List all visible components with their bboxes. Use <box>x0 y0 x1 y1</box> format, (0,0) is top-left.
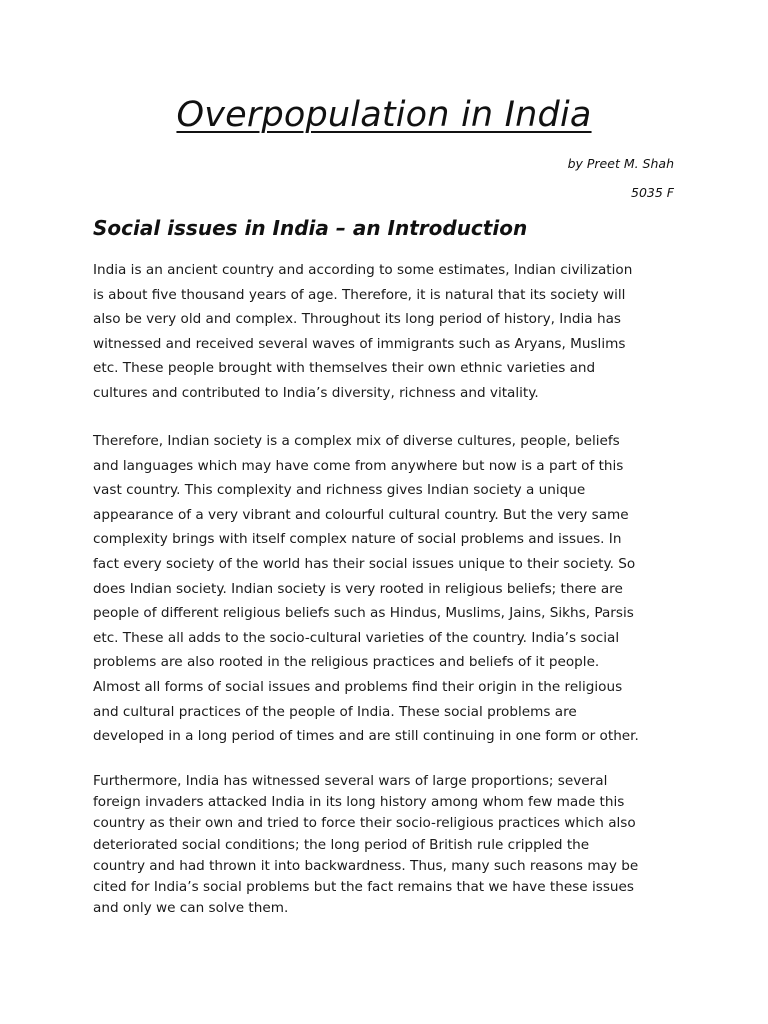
text-line: witnessed and received several waves of immigrants such as Aryans, Muslims <box>93 335 626 352</box>
paragraph-1 <box>93 258 678 406</box>
text-line: problems are also rooted in the religious practices and beliefs of it people. <box>93 654 600 671</box>
author-byline: by Preet M. Shah <box>567 156 674 171</box>
text-line: Therefore, Indian society is a complex mix of diverse cultures, people, beliefs <box>93 433 620 449</box>
text-line: appearance of a very vibrant and colourful cultural country. But the very same <box>93 506 629 523</box>
text-line: country and had thrown it into backwardness. Thus, many such reasons may be <box>93 857 639 874</box>
text-line: people of different religious beliefs such as Hindus, Muslims, Jains, Sikhs, Parsis <box>93 605 634 622</box>
text-line: also be very old and complex. Throughout its long period of history, India has <box>93 311 621 328</box>
text-line: deteriorated social conditions; the long period of British rule crippled the <box>93 836 590 853</box>
text-line: is about five thousand years of age. Therefore, it is natural that its society will <box>93 286 626 303</box>
text-line: Furthermore, India has witnessed several wars of large proportions; several <box>93 773 608 789</box>
text-line: does Indian society. Indian society is very rooted in religious beliefs; there are <box>93 580 623 597</box>
text-line: Almost all forms of social issues and problems find their origin in the religious <box>93 678 623 695</box>
text-line: and languages which may have come from anywhere but now is a part of this <box>93 457 624 474</box>
text-line: cultures and contributed to India’s diversity, richness and vitality. <box>93 384 539 401</box>
paragraph-2 <box>93 429 678 749</box>
text-line: developed in a long period of times and are still continuing in one form or other. <box>93 728 639 745</box>
paragraph-3 <box>93 771 678 919</box>
text-line: cited for India’s social problems but the fact remains that we have these issues <box>93 879 634 896</box>
text-line: and only we can solve them. <box>93 900 289 917</box>
text-line: etc. These all adds to the socio-cultural varieties of the country. India’s social <box>93 629 620 646</box>
text-line: etc. These people brought with themselves their own ethnic varieties and <box>93 360 596 377</box>
text-line: vast country. This complexity and richness gives Indian society a unique <box>93 482 586 499</box>
text-line: foreign invaders attacked India in its long history among whom few made this <box>93 794 625 811</box>
text-line: country as their own and tried to force their socio-religious practices which also <box>93 815 636 832</box>
text-line: India is an ancient country and according to some estimates, Indian civilization <box>93 262 633 278</box>
text-line: complexity brings with itself complex nature of social problems and issues. In <box>93 531 622 548</box>
text-line: and cultural practices of the people of India. These social problems are <box>93 703 577 720</box>
author-id: 5035 F <box>631 185 674 200</box>
text-line: fact every society of the world has their social issues unique to their society. So <box>93 555 636 572</box>
document-title: Overpopulation in India <box>176 95 592 135</box>
section-heading: Social issues in India – an Introduction <box>93 216 528 240</box>
